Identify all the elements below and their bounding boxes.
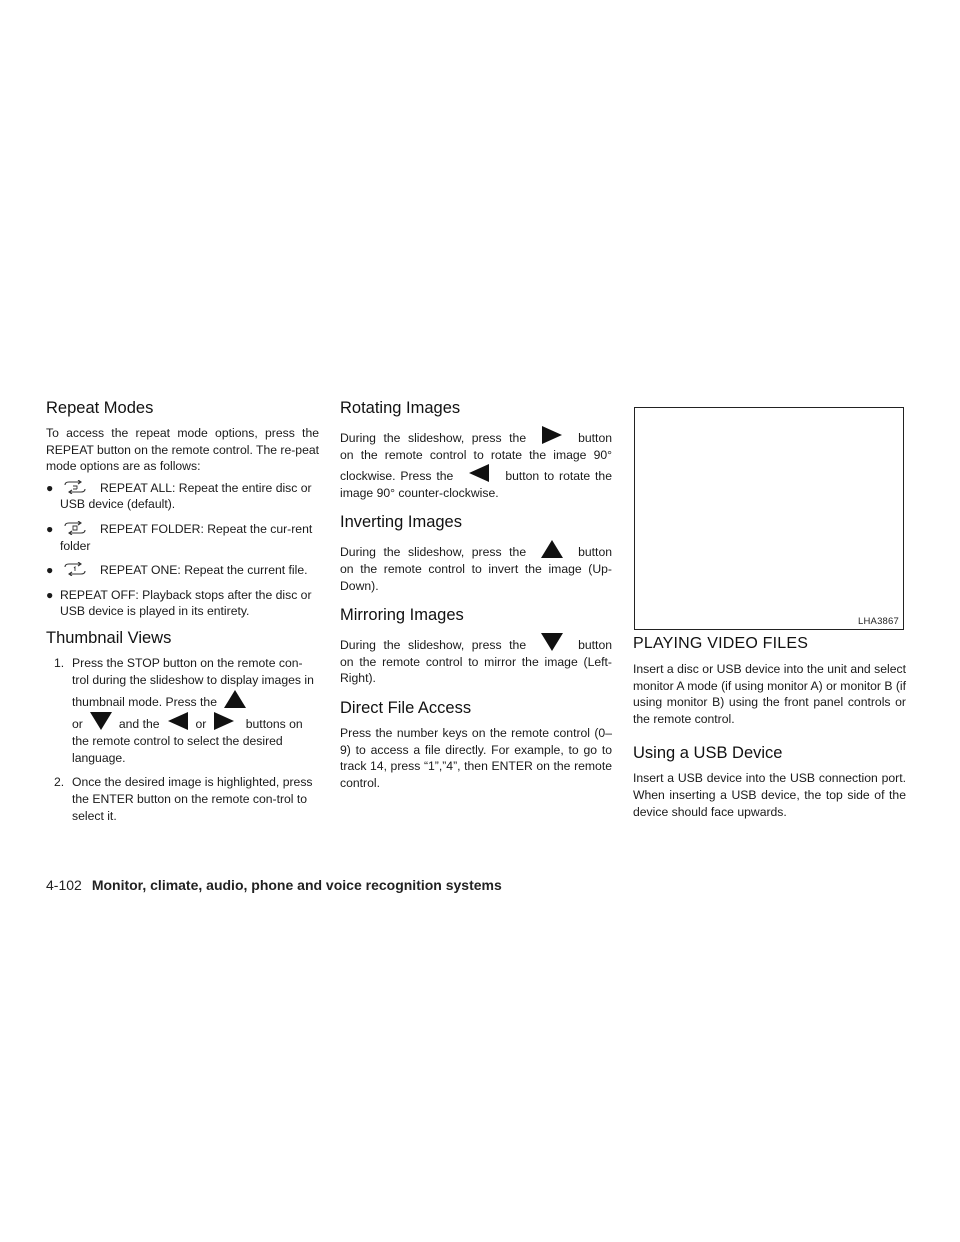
middle-column bbox=[340, 398, 612, 791]
inverting-images-heading: Inverting Images bbox=[340, 513, 462, 532]
direct-file-access-text: Press the number keys on the remote control (0–9) to access a file directly. For example, to go to track 14, press “1”,”4”, then ENTER on the remote control. bbox=[340, 725, 612, 790]
right-column-content bbox=[633, 634, 906, 820]
repeat-icon bbox=[62, 562, 88, 576]
mirroring-text-a: During the slideshow, press the bbox=[340, 638, 527, 653]
page-number: 4-102 bbox=[46, 877, 82, 893]
playing-video-files-text: Insert a disc or USB device into the unit and select monitor A mode (if using monitor A) or monitor B (if using monitor B) using the front panel controls or the remote control. bbox=[633, 662, 906, 726]
using-usb-device-heading: Using a USB Device bbox=[633, 744, 783, 763]
inverting-text-b: button on the remote control to invert the image (Up-Down). bbox=[340, 545, 612, 593]
playing-video-files-heading: PLAYING VIDEO FILES bbox=[633, 635, 809, 652]
left-arrow-icon bbox=[166, 711, 190, 731]
thumbnail-steps bbox=[46, 655, 319, 825]
rotating-images-text bbox=[340, 425, 612, 501]
direct-file-access-heading: Direct File Access bbox=[340, 698, 472, 717]
list-item bbox=[46, 774, 319, 825]
step1-text-a: Press the STOP button on the remote con-trol during the slideshow to display images in thumbnail mode. Press the bbox=[72, 655, 314, 709]
repeat-off-text: REPEAT OFF: Playback stops after the disc or USB device is played in its entirety. bbox=[60, 587, 312, 619]
mirroring-images-heading: Mirroring Images bbox=[340, 606, 464, 625]
up-arrow-icon bbox=[540, 539, 564, 559]
step1-or-1: or bbox=[72, 716, 83, 731]
using-usb-device-text: Insert a USB device into the USB connection port. When inserting a USB device, the top side of the device should face upwards. bbox=[633, 771, 906, 819]
step1-or-2: or bbox=[195, 716, 207, 731]
step1-and: and the bbox=[118, 716, 160, 731]
page-footer bbox=[46, 877, 502, 893]
step2-text: Once the desired image is highlighted, press the ENTER button on the remote con-trol to select it. bbox=[72, 774, 313, 823]
bullet-dot: ● bbox=[46, 480, 54, 495]
step-number: 1. bbox=[54, 655, 65, 670]
repeat-one-text: REPEAT ONE: Repeat the current file. bbox=[100, 563, 308, 578]
mirroring-text-b: button on the remote control to mirror the image (Left-Right). bbox=[340, 638, 612, 686]
down-arrow-icon bbox=[89, 711, 113, 731]
step1-text-b: buttons on the remote control to select the desired language. bbox=[72, 716, 303, 765]
step-number: 2. bbox=[54, 774, 65, 789]
repeat-folder-text: REPEAT FOLDER: Repeat the cur-rent folder bbox=[60, 521, 313, 553]
repeat-modes-intro: To access the repeat mode options, press the REPEAT button on the remote control. The re-peat mode options are as follows: bbox=[46, 426, 320, 474]
repeat-icon bbox=[62, 521, 88, 535]
down-arrow-icon bbox=[540, 632, 564, 652]
figure-code: LHA3867 bbox=[857, 616, 899, 627]
list-item bbox=[46, 587, 319, 620]
left-arrow-icon bbox=[467, 463, 491, 483]
repeat-modes-heading: Repeat Modes bbox=[46, 399, 154, 417]
mirroring-images-text bbox=[340, 632, 612, 687]
rotating-text-a: During the slideshow, press the bbox=[340, 431, 527, 445]
up-arrow-icon bbox=[223, 689, 247, 709]
thumbnail-views-heading: Thumbnail Views bbox=[46, 628, 172, 647]
repeat-icon bbox=[62, 480, 88, 494]
repeat-modes-list bbox=[46, 480, 319, 620]
rotating-text-c: button to rotate the image 90° counter-clockwise. bbox=[340, 469, 612, 500]
list-item bbox=[46, 521, 319, 554]
list-item bbox=[46, 562, 319, 579]
list-item bbox=[46, 655, 319, 767]
rotating-images-heading: Rotating Images bbox=[340, 399, 461, 417]
illustration-figure bbox=[634, 407, 904, 630]
inverting-images-text bbox=[340, 539, 612, 594]
repeat-all-text: REPEAT ALL: Repeat the entire disc or USB device (default). bbox=[60, 480, 312, 512]
section-title: Monitor, climate, audio, phone and voice recognition systems bbox=[91, 877, 502, 893]
right-arrow-icon bbox=[212, 711, 236, 731]
inverting-text-a: During the slideshow, press the bbox=[340, 545, 527, 560]
list-item bbox=[46, 480, 319, 513]
bullet-dot: ● bbox=[46, 563, 54, 578]
right-arrow-icon bbox=[540, 425, 564, 445]
rotating-text-b: button on the remote control to rotate the image 90° clockwise. Press the bbox=[340, 431, 612, 484]
bullet-dot: ● bbox=[46, 521, 54, 536]
bullet-dot: ● bbox=[46, 587, 54, 602]
left-column bbox=[46, 398, 319, 832]
